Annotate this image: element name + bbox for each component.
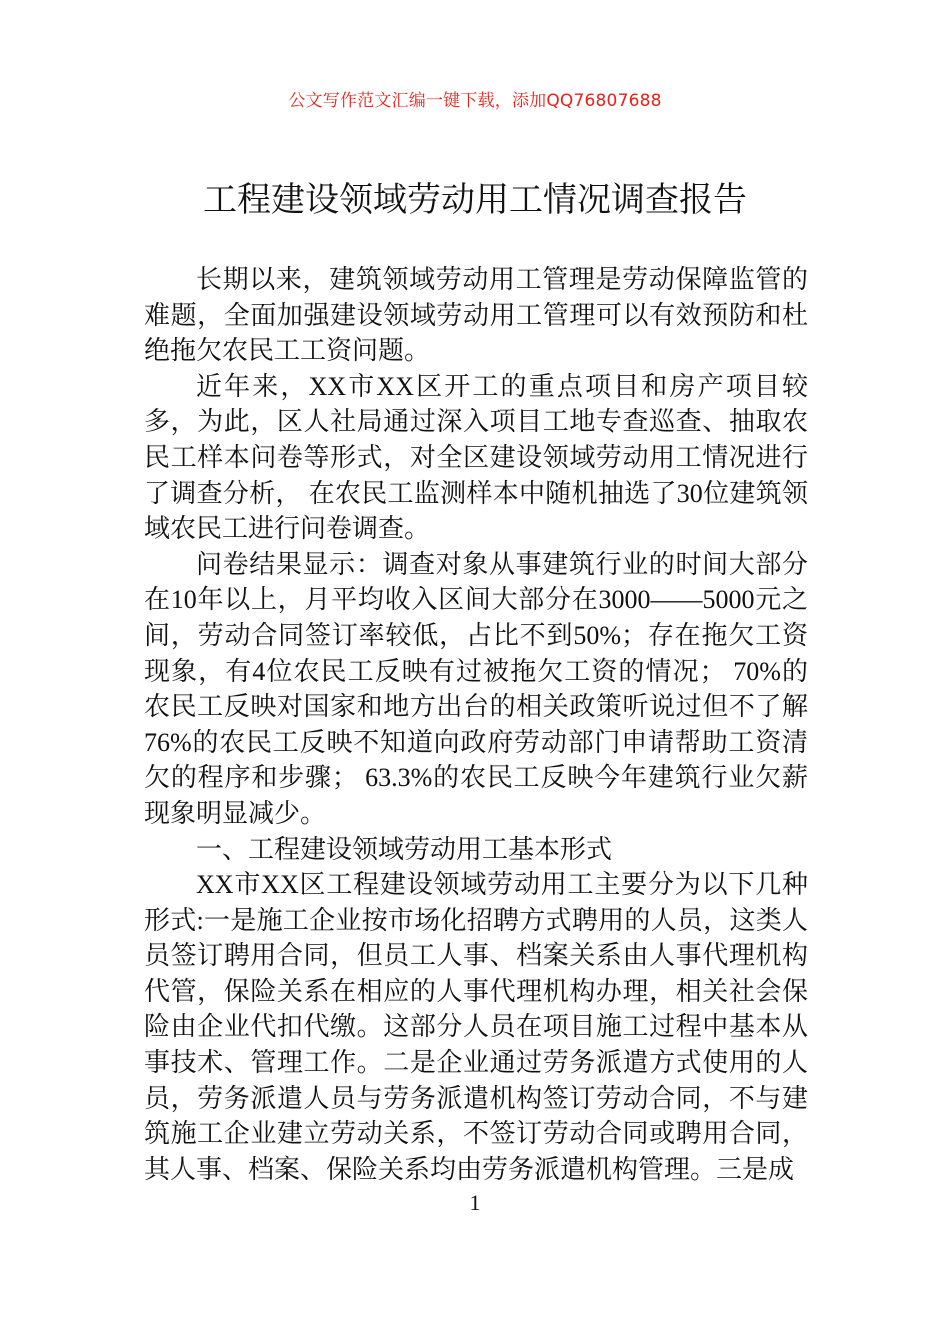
document-title: 工程建设领域劳动用工情况调查报告	[203, 180, 747, 220]
page-number: 1	[469, 1190, 481, 1215]
document-body	[144, 262, 808, 1187]
paragraph-employment-forms: XX市XX区工程建设领域劳动用工主要分为以下几种形式:一是施工企业按市场化招聘方式聘用的人员，这类人员签订聘用合同，但员工人事、档案关系由人事代理机构代管，保险关系在相应的人事代理机构办理，相关社会保险由企业代扣代缴。这部分人员在项目施工过程中基本从事技术、管理工作。二是企业通过劳务派遣方式使用的人员，劳务派遣人员与劳务派遣机构签订劳动合同，不与建筑施工企业建立劳动关系，不签订劳动合同或聘用合同，其人事、档案、保险关系均由劳务派遣机构管理。三是成	[144, 870, 808, 1184]
paragraph-survey-results: 问卷结果显示：调查对象从事建筑行业的时间大部分在10年以上，月平均收入区间大部分在3000——5000元之间，劳动合同签订率较低，占比不到50%；存在拖欠工资现象，有4位农民工反映有过被拖欠工资的情况； 70%的农民工反映对国家和地方出台的相关政策听说过但不了解76%的农民工反映不知道向政府劳动部门申请帮助工资清欠的程序和步骤； 63.3%的农民工反映今年建筑行业欠薪现象明显减少。	[144, 549, 808, 828]
paragraph-background: 近年来，XX市XX区开工的重点项目和房产项目较多，为此，区人社局通过深入项目工地专查巡查、抽取农民工样本问卷等形式，对全区建设领域劳动用工情况进行了调查分析， 在农民工监测样本中随机抽选了30位建筑领域农民工进行问卷调查。	[144, 371, 808, 544]
section-heading-1: 一、工程建设领域劳动用工基本形式	[196, 834, 613, 864]
download-promo-note: 公文写作范文汇编一键下载，添加QQ76807688	[288, 91, 662, 111]
paragraph-intro: 长期以来，建筑领域劳动用工管理是劳动保障监管的难题，全面加强建设领域劳动用工管理可以有效预防和杜绝拖欠农民工工资问题。	[144, 265, 808, 366]
